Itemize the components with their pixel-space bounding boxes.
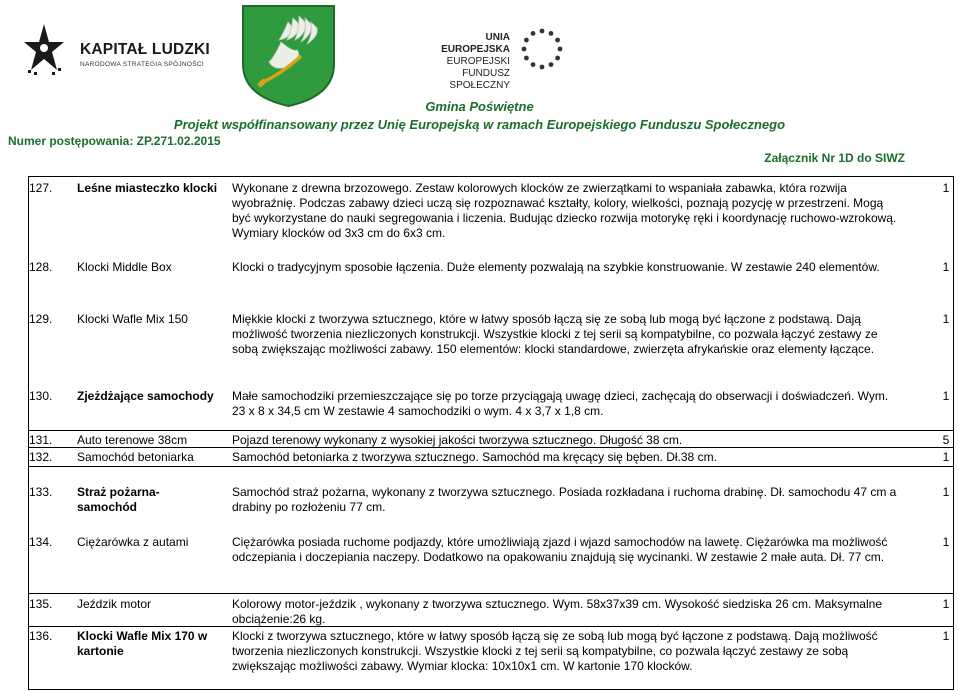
row-number: 136. xyxy=(29,629,53,643)
row-description: Kolorowy motor-jeździk , wykonany z tworzywa sztucznego. Wym. 58x37x39 cm. Wysokość siedziska 26 cm. Maksymalne obciążenie:26 kg. xyxy=(232,597,882,626)
row-quantity: 1 xyxy=(942,485,950,499)
row-description: Samochód betoniarka z tworzywa sztucznego. Samochód ma kręcący się bęben. Dł.38 cm. xyxy=(232,450,717,464)
row-description: Ciężarówka posiada ruchome podjazdy, które umożliwiają zjazd i wjazd samochodów na lawetę. Ciężarówka ma możliwość odczepiania i doczepiania naczepy. Dodatkowo na opakowaniu znajdują się wycinanki. W zestawie 2 małe auta. Dł. 77 cm. xyxy=(232,535,888,564)
row-name: Jeździk motor xyxy=(77,597,152,611)
row-quantity: 1 xyxy=(942,450,950,464)
project-line: Projekt współfinansowany przez Unię Europejską w ramach Europejskiego Funduszu Społecznego xyxy=(173,117,786,132)
row-quantity: 1 xyxy=(942,597,950,611)
eu-stars-icon xyxy=(519,26,565,72)
table-bottom-border xyxy=(28,689,954,690)
row-quantity: 1 xyxy=(942,181,950,195)
row-name: Ciężarówka z autami xyxy=(77,535,189,549)
row-quantity: 5 xyxy=(942,433,950,447)
row-number: 134. xyxy=(29,535,53,549)
eu-line2: EUROPEJSKI xyxy=(446,56,510,67)
row-number: 132. xyxy=(29,450,53,464)
row-divider xyxy=(28,466,954,467)
eu-line3: FUNDUSZ SPOŁECZNY xyxy=(449,68,510,91)
row-divider xyxy=(28,626,954,627)
row-description: Klocki o tradycyjnym sposobie łączenia. Duże elementy pozwalają na szybkie konstruowanie. W zestawie 240 elementów. xyxy=(232,260,880,274)
kapital-ludzki-subtitle: NARODOWA STRATEGIA SPÓJNOŚCI xyxy=(80,61,204,68)
row-name: Auto terenowe 38cm xyxy=(77,433,188,447)
eu-logo xyxy=(416,26,586,91)
row-name: Leśne miasteczko klocki xyxy=(77,181,218,195)
row-description: Małe samochodziki przemieszczające się po torze przyciągają uwagę dzieci, zachęcają do obserwacji i doświadczeń. Wym. 23 x 8 x 34,5 cm W zestawie 4 samochodziki o wym. 4 x 3,7 x 1,8 cm. xyxy=(232,389,889,418)
row-quantity: 1 xyxy=(942,389,950,403)
row-divider xyxy=(28,430,954,431)
kapital-ludzki-title: KAPITAŁ LUDZKI xyxy=(80,41,210,58)
gmina-name: Gmina Poświętne xyxy=(425,99,534,114)
row-description: Wykonane z drewna brzozowego. Zestaw kolorowych klocków ze zwierzątkami to wspaniała zabawka, która rozwija wyobraźnię. Podczas zabawy dzieci uczą się rozpoznawać kształty, kolory, wielkości, poznają pozycję w przestrzeni. Mogą być wykorzystane do nauki segregowania i liczenia. Budując dziecko rozwija motorykę ręki i koordynację ruchowo-wzrokową. Wymiary klocków od 3x3 cm do 6x3 cm. xyxy=(232,181,897,240)
row-number: 131. xyxy=(29,433,53,447)
row-number: 128. xyxy=(29,260,53,274)
row-quantity: 1 xyxy=(942,260,950,274)
row-divider xyxy=(28,447,954,448)
row-quantity: 1 xyxy=(942,535,950,549)
row-number: 135. xyxy=(29,597,53,611)
row-quantity: 1 xyxy=(942,312,950,326)
row-quantity: 1 xyxy=(942,629,950,643)
table-top-border xyxy=(28,176,954,177)
eu-line1: UNIA EUROPEJSKA xyxy=(441,32,510,55)
row-description: Pojazd terenowy wykonany z wysokiej jakości tworzywa sztucznego. Długość 38 cm. xyxy=(232,433,683,447)
row-number: 130. xyxy=(29,389,53,403)
row-number: 127. xyxy=(29,181,53,195)
row-name: Klocki Middle Box xyxy=(77,260,172,274)
row-number: 133. xyxy=(29,485,53,499)
attachment-label: Załącznik Nr 1D do SIWZ xyxy=(764,151,905,165)
row-description: Klocki z tworzywa sztucznego, które w łatwy sposób łączą się ze sobą lub mogą być łączone z podstawą. Dają możliwość tworzenia niezliczonych konstrukcji. Wszystkie klocki z tej serii są kompatybilne, co pozwala łączyć zestawy ze sobą zwiększając możliwości zabawy. Wymiar klocka: 10x10x1 cm. W kartonie 170 klocków. xyxy=(232,629,878,673)
row-number: 129. xyxy=(29,312,53,326)
kapital-ludzki-star-icon xyxy=(22,22,66,78)
kapital-ludzki-logo xyxy=(22,22,212,82)
row-name: Zjeżdżające samochody xyxy=(77,389,214,403)
row-name: Klocki Wafle Mix 150 xyxy=(77,312,188,326)
row-name: Samochód betoniarka xyxy=(77,450,194,464)
table-right-border xyxy=(953,176,954,690)
row-name: Straż pożarna-samochód xyxy=(77,485,160,514)
row-description: Samochód straż pożarna, wykonany z tworzywa sztucznego. Posiada rozkładana i ruchoma drabinę. Dł. samochodu 47 cm a drabiny po rozłożeniu 77 cm. xyxy=(232,485,897,514)
row-description: Miękkie klocki z tworzywa sztucznego, które w łatwy sposób łączą się ze sobą lub mogą być łączone z podstawą. Dają możliwość tworzenia niezliczonych konstrukcji. Wszystkie klocki z tej serii są kompatybilne, co pozwala łączyć zestawy ze sobą zwiększając możliwości zabawy. 150 elementów: klocki standardowe, zwierzęta afrykańskie oraz elementy łączące. xyxy=(232,312,878,356)
row-divider xyxy=(28,593,954,594)
row-name: Klocki Wafle Mix 170 w kartonie xyxy=(77,629,208,658)
gmina-crest-icon xyxy=(241,4,336,108)
procedure-number: Numer postępowania: ZP.271.02.2015 xyxy=(8,134,221,148)
